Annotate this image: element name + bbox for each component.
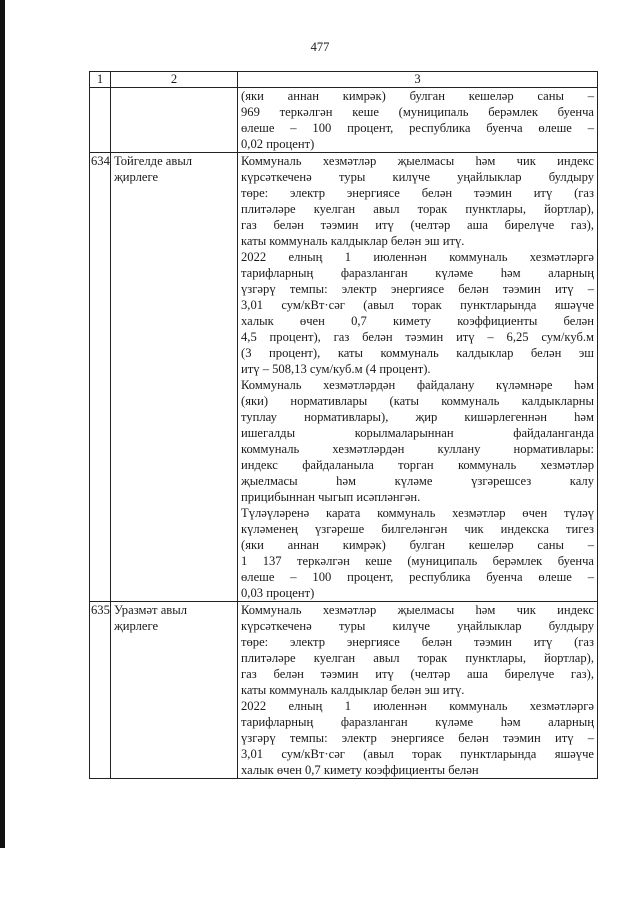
- description-line: прицибыннан чыгып исәпләнгән.: [241, 490, 421, 504]
- description-line: 0,02 процент): [241, 137, 315, 151]
- description-line: (яки аннан кимрәк) булган кешеләр саны –: [241, 89, 594, 103]
- description-line: индекс файдаланыла торган коммуналь хезмәтләр: [241, 458, 594, 472]
- description-line: тарифларның фаразланган күләме һәм аларның: [241, 715, 594, 729]
- description-line: төре: электр энергиясе белән тәэмин итү (газ: [241, 635, 594, 649]
- description-line: өлеше – 100 процент, республика буенча өлеше –: [241, 121, 594, 135]
- description-line: өлеше – 100 процент, республика буенча өлеше –: [241, 570, 594, 584]
- table-row: [90, 602, 598, 779]
- table-row: [90, 88, 598, 153]
- description-line: 1 137 теркәлгән кеше (муниципаль берәмлек буенча: [241, 554, 594, 568]
- description-line: Түләүләренә карата коммуналь хезмәтләр өчен түләү: [241, 506, 594, 520]
- description-line: Коммуналь хезмәтләрдән файдалану күләмнәре һәм: [241, 378, 594, 392]
- description-line: тарифларның фаразланган күләме һәм аларның: [241, 266, 594, 280]
- description-line: 969 теркәлгән кеше (муниципаль берәмлек буенча: [241, 105, 594, 119]
- column-header-1: 1: [90, 72, 111, 88]
- description-line: каты коммуналь калдыклар белән эш итү.: [241, 683, 465, 697]
- description-line: туплау нормативлары), җир кишәрлегеннән һәм: [241, 410, 594, 424]
- description-line: каты коммуналь калдыклар белән эш итү.: [241, 234, 465, 248]
- description-line: 4,5 процент), газ белән тәэмин итү – 6,25 сум/куб.м: [241, 330, 594, 344]
- description-line: 3,01 сум/кВт·сәг (авыл торак пунктларында яшәүче: [241, 747, 594, 761]
- description-cell: [238, 153, 598, 602]
- description-line: күрсәткеченә туры килүче уңайлыклар булдыру: [241, 170, 594, 184]
- description-line: итү – 508,13 сум/куб.м (4 процент).: [241, 362, 431, 376]
- description-cell: [238, 602, 598, 779]
- description-line: Коммуналь хезмәтләр җыелмасы һәм чик индекс: [241, 603, 594, 617]
- description-line: коммуналь хезмәтләрдән куллану нормативлары:: [241, 442, 594, 456]
- description-line: (3 процент), каты коммуналь калдыклар белән эш: [241, 346, 594, 360]
- row-number-cell: [90, 88, 111, 153]
- description-line: төре: электр энергиясе белән тәэмин итү (газ: [241, 186, 594, 200]
- table-row: [90, 153, 598, 602]
- row-number-cell: 635: [90, 602, 111, 779]
- description-line: (яки) нормативлары (каты коммуналь калдыкларны: [241, 394, 594, 408]
- column-header-3: 3: [238, 72, 598, 88]
- description-line: 3,01 сум/кВт·сәг (авыл торак пунктларында яшәүче: [241, 298, 594, 312]
- description-line: плитәләре куелган авыл торак пунктлары, йортлар),: [241, 202, 594, 216]
- description-line: күрсәткеченә туры килүче уңайлыклар булдыру: [241, 619, 594, 633]
- description-line: ишегалды корылмаларыннан файдаланганда: [241, 426, 594, 440]
- document-table: [89, 71, 598, 779]
- description-line: (яки аннан кимрәк) булган кешеләр саны –: [241, 538, 594, 552]
- description-line: халык өчен 0,7 кимету коэффициенты белән: [241, 763, 479, 777]
- description-line: үзгәрү темпы: электр энергиясе белән тәэмин итү –: [241, 282, 594, 296]
- description-line: газ белән тәэмин итү (челтәр аша бирелүче газ),: [241, 667, 594, 681]
- description-line: Коммуналь хезмәтләр җыелмасы һәм чик индекс: [241, 154, 594, 168]
- table-header-row: [90, 72, 598, 88]
- settlement-name-cell: [111, 88, 238, 153]
- scan-edge-bar: [0, 0, 5, 848]
- description-line: күләменең үзгәреше билгеләнгән чик индекска тигез: [241, 522, 594, 536]
- row-number-cell: 634: [90, 153, 111, 602]
- settlement-name-cell: Тойгелде авыл җирлеге: [111, 153, 238, 602]
- page-number: 477: [310, 40, 330, 54]
- description-line: 2022 елның 1 июленнән коммуналь хезмәтләргә: [241, 250, 594, 264]
- description-line: плитәләре куелган авыл торак пунктлары, йортлар),: [241, 651, 594, 665]
- description-line: үзгәрү темпы: электр энергиясе белән тәэмин итү –: [241, 731, 594, 745]
- settlement-name-cell: Уразмәт авыл җирлеге: [111, 602, 238, 779]
- description-line: халык өчен 0,7 кимету коэффициенты белән: [241, 314, 594, 328]
- description-cell: [238, 88, 598, 153]
- description-line: газ белән тәэмин итү (челтәр аша бирелүче газ),: [241, 218, 594, 232]
- column-header-2: 2: [111, 72, 238, 88]
- description-line: 0,03 процент): [241, 586, 315, 600]
- description-line: 2022 елның 1 июленнән коммуналь хезмәтләргә: [241, 699, 594, 713]
- description-line: җыелмасы һәм күләме үзгәрешсез калу: [241, 474, 594, 488]
